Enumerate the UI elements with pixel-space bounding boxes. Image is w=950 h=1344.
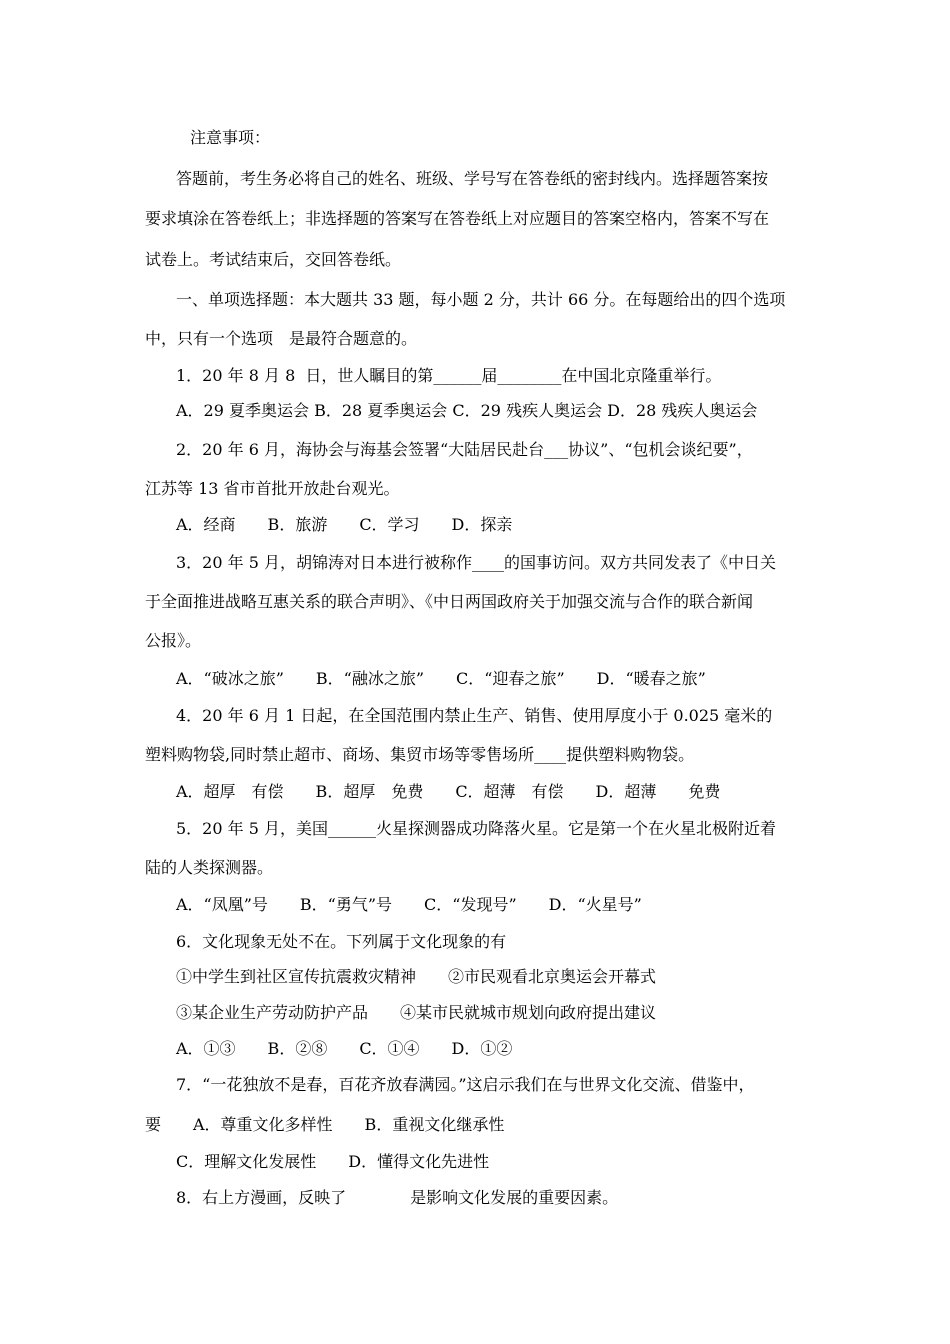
question-3-options: A．“破冰之旅” B．“融冰之旅” C．“迎春之旅” D．“暖春之旅” bbox=[176, 669, 706, 688]
question-4-options: A．超厚 有偿 B．超厚 免费 C．超薄 有偿 D．超薄 免费 bbox=[176, 782, 721, 801]
question-7-options: C．理解文化发展性 D．懂得文化先进性 bbox=[176, 1152, 490, 1171]
notice-line: 试卷上。考试结束后，交回答卷纸。 bbox=[145, 250, 402, 269]
notice-line: 答题前，考生务必将自己的姓名、班级、学号写在答卷纸的密封线内。选择题答案按 bbox=[176, 169, 769, 188]
question-1-stem: 1．20 年 8 月 8 日，世人瞩目的第______届________在中国北京隆重举行。 bbox=[176, 366, 722, 385]
section-heading: 一、单项选择题：本大题共 33 题，每小题 2 分，共计 66 分。在每题给出的四个选项 bbox=[176, 290, 786, 309]
question-1-options: A．29 夏季奥运会 B．28 夏季奥运会 C．29 残疾人奥运会 D．28 残疾人奥运会 bbox=[176, 401, 758, 420]
notice-line: 要求填涂在答卷纸上；非选择题的答案写在答卷纸上对应题目的答案空格内，答案不写在 bbox=[145, 209, 770, 228]
question-7-stem: 7．“一花独放不是春，百花齐放春满园。”这启示我们在与世界文化交流、借鉴中， bbox=[176, 1075, 755, 1094]
question-5-options: A．“凤凰”号 B．“勇气”号 C．“发现号” D．“火星号” bbox=[176, 895, 642, 914]
question-3-stem-line: 公报》。 bbox=[145, 631, 202, 650]
question-5-stem: 5．20 年 5 月，美国______火星探测器成功降落火星。它是第一个在火星北极附近着 bbox=[176, 819, 776, 838]
question-5-stem-line: 陆的人类探测器。 bbox=[145, 858, 274, 877]
question-2-stem: 2．20 年 6 月，海协会与海基会签署“大陆居民赴台___协议”、“包机会谈纪要”， bbox=[176, 440, 753, 459]
question-3-stem: 3．20 年 5 月，胡锦涛对日本进行被称作____的国事访问。双方共同发表了《中日关 bbox=[176, 553, 776, 572]
section-heading-line: 中，只有一个选项 是最符合题意的。 bbox=[145, 329, 418, 348]
question-8-stem: 8．右上方漫画，反映了 是影响文化发展的重要因素。 bbox=[176, 1188, 619, 1207]
notice-title: 注意事项： bbox=[190, 128, 271, 147]
question-6-item: ③某企业生产劳动防护产品 ④某市民就城市规划向政府提出建议 bbox=[176, 1003, 657, 1022]
question-6-stem: 6．文化现象无处不在。下列属于文化现象的有 bbox=[176, 932, 507, 951]
question-2-stem-line: 江苏等 13 省市首批开放赴台观光。 bbox=[145, 479, 400, 498]
question-3-stem-line: 于全面推进战略互惠关系的联合声明》、《中日两国政府关于加强交流与合作的联合新闻 bbox=[145, 592, 754, 611]
question-4-stem: 4．20 年 6 月 1 日起，在全国范围内禁止生产、销售、使用厚度小于 0.025 毫米的 bbox=[176, 706, 773, 725]
question-6-item: ①中学生到社区宣传抗震救灾精神 ②市民观看北京奥运会开幕式 bbox=[176, 967, 657, 986]
question-4-stem-line: 塑料购物袋,同时禁止超市、商场、集贸市场等零售场所____提供塑料购物袋。 bbox=[145, 745, 695, 764]
question-2-options: A．经商 B．旅游 C．学习 D．探亲 bbox=[176, 515, 513, 534]
question-6-options: A．①③ B．②⑧ C．①④ D．①② bbox=[176, 1039, 513, 1058]
question-7-stem-line: 要 A．尊重文化多样性 B．重视文化继承性 bbox=[145, 1115, 505, 1134]
